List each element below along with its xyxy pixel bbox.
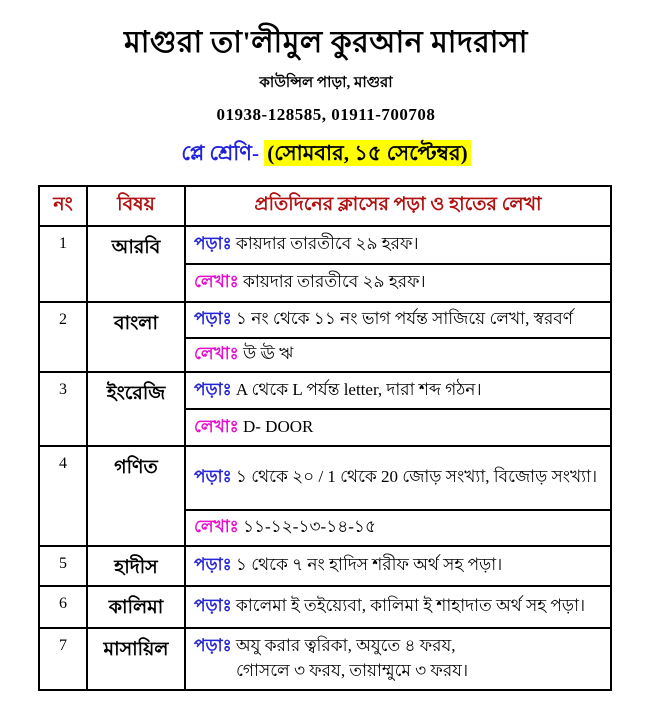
write-text: D- DOOR [242,416,314,436]
write-label: লেখাঃ [194,517,239,537]
phone-numbers: 01938-128585, 01911-700708 [216,104,436,124]
read-cell [185,586,611,628]
read-label: পড়াঃ [194,234,232,254]
subject-cell: হাদীস [87,546,185,586]
row-number: 7 [39,628,87,690]
write-label: লেখাঃ [194,272,239,292]
read-text: ১ নং থেকে ১১ নং ভাগ পর্যন্ত সাজিয়ে লেখা, স্বরবর্ণ [235,309,574,329]
read-text: অযু করার ত্বরিকা, অযুতে ৪ ফরয, [235,635,456,655]
read-label: পড়াঃ [194,467,232,487]
column-header-no: নং [39,186,87,226]
header-block [0,0,652,172]
read-text: কায়দার তারতীবে ২৯ হরফ। [235,234,419,254]
read-cell [185,628,611,690]
subject-cell: গণিত [87,446,185,546]
row-number: 5 [39,546,87,586]
subject-cell: বাংলা [87,302,185,372]
class-name: প্লে শ্রেণি- [181,140,259,165]
table-row [39,446,611,510]
table-row [39,628,611,690]
subject-cell: মাসায়িল [87,628,185,690]
read-text: ১ থেকে ৭ নং হাদিস শরীফ অর্থ সহ পড়া। [235,555,503,575]
subject-cell: আরবি [87,226,185,302]
lesson-table [38,185,612,691]
read-line-2: গোসলে ৩ ফরয, তায়াম্মুমে ৩ ফরয। [236,660,469,680]
read-cell [185,226,611,264]
read-cell [185,302,611,338]
read-text: A থেকে L পর্যন্ত letter, দারা শব্দ গঠন। [235,379,482,399]
row-number: 2 [39,302,87,372]
write-cell [185,264,611,302]
table-header-row [39,186,611,226]
table-row [39,372,611,409]
table-row [39,226,611,264]
table-row [39,546,611,586]
row-number: 4 [39,446,87,546]
school-title: মাগুরা তা'লীমুল কুরআন মাদরাসা [124,26,528,59]
table-row [39,302,611,338]
read-label: পড়াঃ [194,379,232,399]
read-cell [185,446,611,510]
table-row [39,586,611,628]
class-date-highlight: (সোমবার, ১৫ সেপ্টেম্বর) [264,140,470,166]
read-text: কালেমা ই তইয়্যেবা, কালিমা ই শাহাদাত অর্থ সহ পড়া। [235,596,586,616]
read-cell [185,546,611,586]
read-label: পড়াঃ [194,555,232,575]
write-text: কায়দার তারতীবে ২৯ হরফ। [242,272,426,292]
subject-cell: কালিমা [87,586,185,628]
class-line [0,137,652,172]
column-header-subject: বিষয় [87,186,185,226]
read-line-1 [194,634,602,659]
column-header-lessons: প্রতিদিনের ক্লাসের পড়া ও হাতের লেখা [185,186,611,226]
row-number: 6 [39,586,87,628]
row-number: 3 [39,372,87,446]
read-text: ১ থেকে ২০ / 1 থেকে 20 জোড় সংখ্যা, বিজোড় সংখ্যা। [235,467,598,487]
write-label: লেখাঃ [194,344,239,364]
read-cell [185,372,611,409]
write-cell [185,510,611,546]
write-cell [185,409,611,446]
write-text: ১১-১২-১৩-১৪-১৫ [242,517,376,537]
read-label: পড়াঃ [194,309,232,329]
write-cell [185,338,611,372]
read-label: পড়াঃ [194,635,232,655]
row-number: 1 [39,226,87,302]
school-address: কাউন্সিল পাড়া, মাগুরা [259,74,393,91]
read-label: পড়াঃ [194,596,232,616]
subject-cell: ইংরেজি [87,372,185,446]
write-label: লেখাঃ [194,416,239,436]
write-text: উ ঊ ঋ [242,344,294,364]
